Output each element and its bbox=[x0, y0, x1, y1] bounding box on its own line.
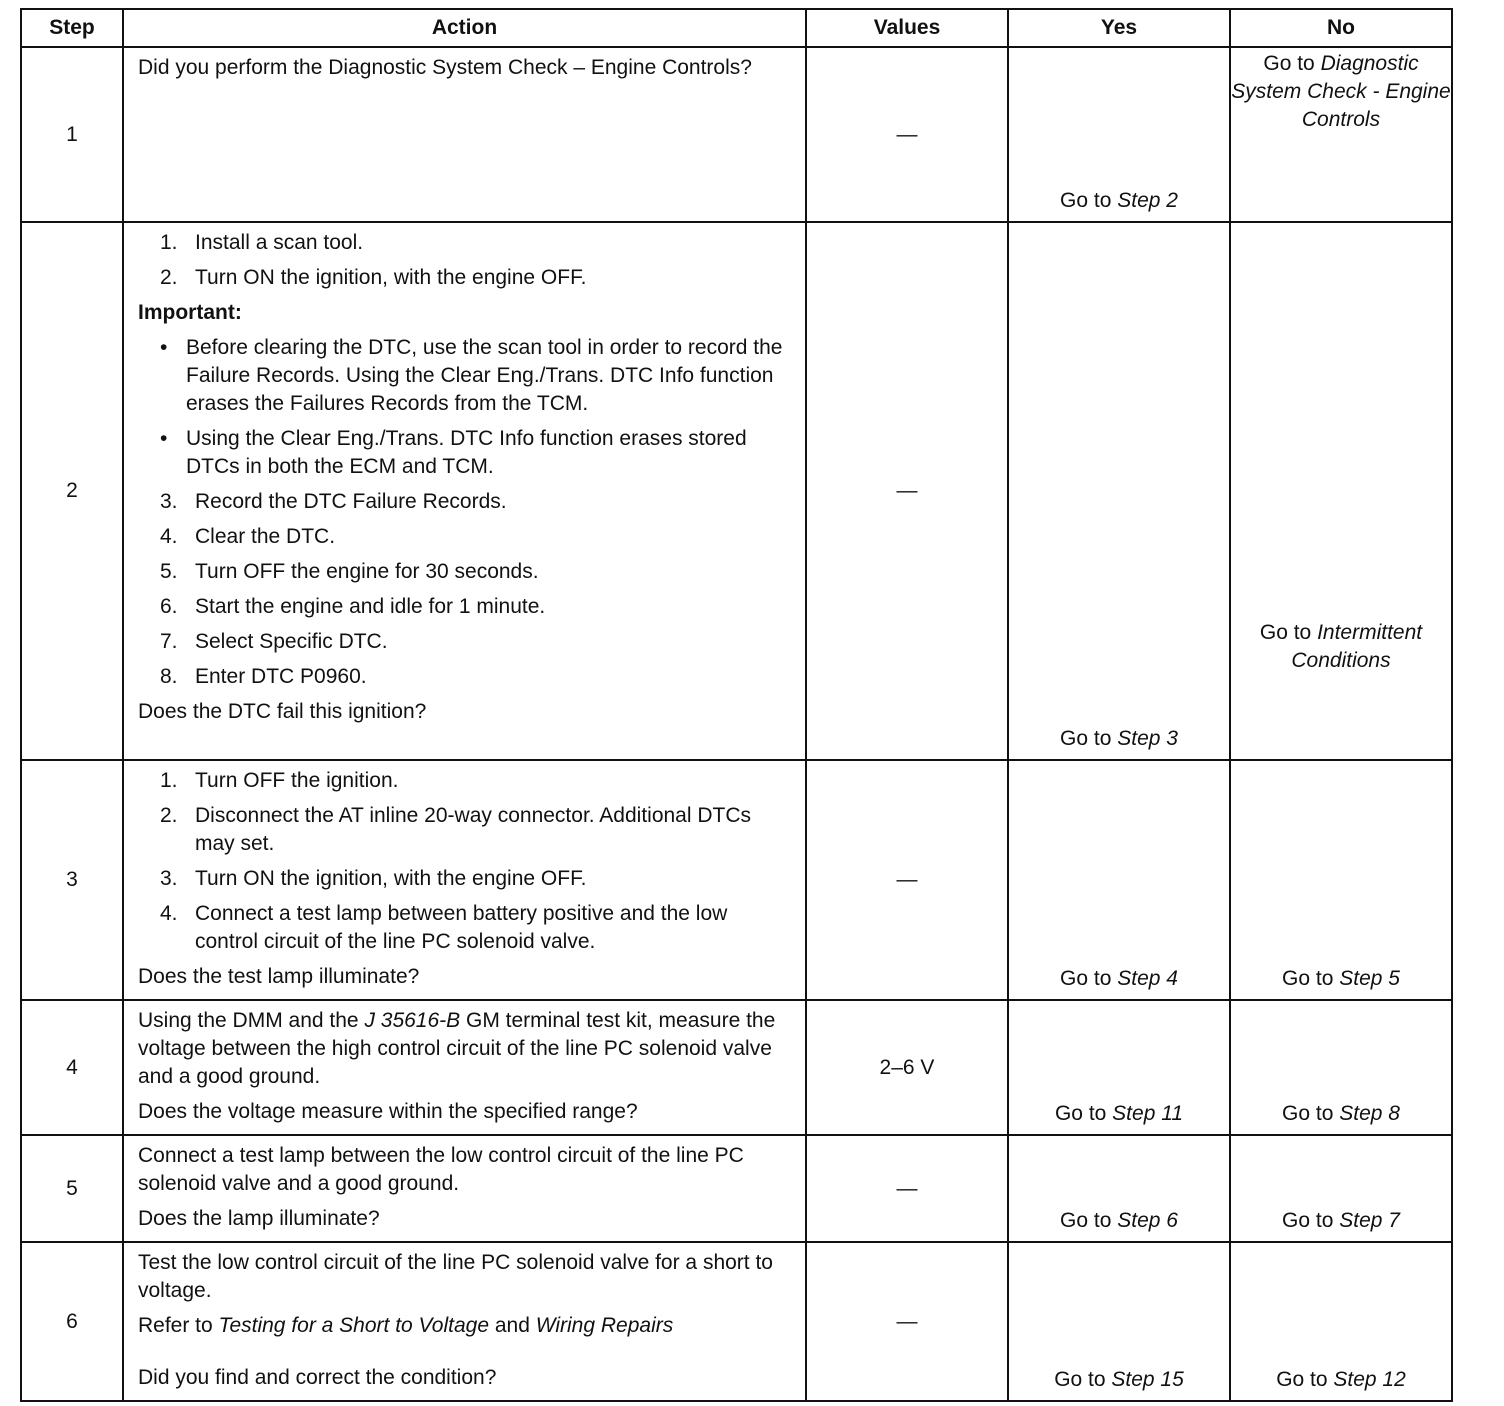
step-number: 4 bbox=[21, 1000, 123, 1135]
action-cell bbox=[123, 760, 806, 1000]
table-row-step-3 bbox=[21, 760, 1452, 1000]
yes-cell bbox=[1008, 1000, 1230, 1135]
no-link[interactable]: Step 7 bbox=[1339, 1209, 1400, 1232]
values-cell: — bbox=[806, 760, 1008, 1000]
list-item: • Before clearing the DTC, use the scan tool in order to record the Failure Records. Using the Clear Eng./Trans. DTC Info function erases the Failures Records from the TCM. bbox=[160, 336, 783, 415]
values-cell: — bbox=[806, 47, 1008, 222]
yes-cell bbox=[1008, 1135, 1230, 1242]
values-cell: — bbox=[806, 222, 1008, 760]
no-prefix: Go to bbox=[1282, 967, 1340, 990]
action-cell bbox=[123, 1135, 806, 1242]
step-number: 1 bbox=[21, 47, 123, 222]
yes-link[interactable]: Step 4 bbox=[1117, 967, 1178, 990]
header-row bbox=[21, 9, 1452, 47]
values-cell: 2–6 V bbox=[806, 1000, 1008, 1135]
step-number: 3 bbox=[21, 760, 123, 1000]
header-yes: Yes bbox=[1008, 9, 1230, 47]
yes-prefix: Go to bbox=[1060, 189, 1118, 212]
diagnostic-table bbox=[20, 8, 1453, 1402]
header-action: Action bbox=[123, 9, 806, 47]
yes-cell bbox=[1008, 760, 1230, 1000]
no-cell bbox=[1230, 47, 1452, 222]
list-item: 6. Start the engine and idle for 1 minute. bbox=[160, 595, 546, 618]
header-values: Values bbox=[806, 9, 1008, 47]
action-question: Did you find and correct the condition? bbox=[138, 1366, 497, 1389]
yes-link[interactable]: Step 15 bbox=[1111, 1368, 1184, 1391]
yes-cell bbox=[1008, 47, 1230, 222]
action-cell bbox=[123, 1242, 806, 1401]
action-cell bbox=[123, 47, 806, 222]
no-prefix: Go to bbox=[1263, 52, 1321, 75]
yes-prefix: Go to bbox=[1054, 1368, 1112, 1391]
yes-link[interactable]: Step 11 bbox=[1112, 1102, 1184, 1125]
no-link[interactable]: Intermittent Conditions bbox=[1291, 621, 1423, 672]
yes-prefix: Go to bbox=[1060, 1209, 1118, 1232]
no-prefix: Go to bbox=[1282, 1102, 1340, 1125]
no-prefix: Go to bbox=[1276, 1368, 1334, 1391]
list-item: 8. Enter DTC P0960. bbox=[160, 665, 367, 688]
action-cell bbox=[123, 1000, 806, 1135]
yes-cell bbox=[1008, 222, 1230, 760]
values-cell: — bbox=[806, 1135, 1008, 1242]
no-prefix: Go to bbox=[1259, 621, 1318, 644]
action-question: Does the lamp illuminate? bbox=[138, 1207, 380, 1230]
list-item: 2. Turn ON the ignition, with the engine OFF. bbox=[160, 266, 587, 289]
yes-prefix: Go to bbox=[1054, 1102, 1113, 1125]
action-question: Did you perform the Diagnostic System Check – Engine Controls? bbox=[138, 56, 752, 79]
step-number: 6 bbox=[21, 1242, 123, 1401]
list-item: 7. Select Specific DTC. bbox=[160, 630, 388, 653]
values-cell: — bbox=[806, 1242, 1008, 1401]
list-item: 3. Record the DTC Failure Records. bbox=[160, 490, 507, 513]
no-link[interactable]: Diagnostic System Check - Engine Controls bbox=[1231, 52, 1451, 131]
step-number: 5 bbox=[21, 1135, 123, 1242]
no-cell bbox=[1230, 1000, 1452, 1135]
no-link[interactable]: Step 5 bbox=[1339, 967, 1400, 990]
no-cell bbox=[1230, 1135, 1452, 1242]
reference-link[interactable]: Testing for a Short to Voltage bbox=[218, 1314, 489, 1337]
no-cell bbox=[1230, 1242, 1452, 1401]
list-item: 3. Turn ON the ignition, with the engine OFF. bbox=[160, 867, 587, 890]
list-item: • Using the Clear Eng./Trans. DTC Info function erases stored DTCs in both the ECM and TCM. bbox=[160, 427, 747, 478]
yes-link[interactable]: Step 3 bbox=[1117, 727, 1178, 750]
table-row-step-2 bbox=[21, 222, 1452, 760]
no-cell bbox=[1230, 760, 1452, 1000]
list-item: 4. Clear the DTC. bbox=[160, 525, 336, 548]
table-row-step-1 bbox=[21, 47, 1452, 222]
action-question: Does the voltage measure within the specified range? bbox=[138, 1100, 638, 1123]
action-instruction: Using the DMM and the J 35616-B GM terminal test kit, measure the voltage between the high control circuit of the line PC solenoid valve and a good ground. bbox=[138, 1009, 776, 1088]
tool-reference: J 35616-B bbox=[364, 1009, 461, 1032]
action-question: Does the DTC fail this ignition? bbox=[138, 700, 427, 723]
no-cell bbox=[1230, 222, 1452, 760]
yes-prefix: Go to bbox=[1060, 727, 1118, 750]
list-item: 2. Disconnect the AT inline 20-way connector. Additional DTCs may set. bbox=[160, 804, 752, 855]
table-row-step-6 bbox=[21, 1242, 1452, 1401]
yes-link[interactable]: Step 2 bbox=[1117, 189, 1178, 212]
reference-link[interactable]: Wiring Repairs bbox=[535, 1314, 674, 1337]
action-instruction: Test the low control circuit of the line PC solenoid valve for a short to voltage. bbox=[138, 1251, 773, 1302]
step-number: 2 bbox=[21, 222, 123, 760]
important-label: Important: bbox=[138, 301, 242, 324]
list-item: 1. Turn OFF the ignition. bbox=[160, 769, 399, 792]
no-cell-content bbox=[1231, 619, 1451, 675]
no-prefix: Go to bbox=[1282, 1209, 1340, 1232]
header-step: Step bbox=[21, 9, 123, 47]
list-item: 5. Turn OFF the engine for 30 seconds. bbox=[160, 560, 539, 583]
header-no: No bbox=[1230, 9, 1452, 47]
yes-cell bbox=[1008, 1242, 1230, 1401]
action-instruction: Connect a test lamp between the low control circuit of the line PC solenoid valve and a good ground. bbox=[138, 1144, 744, 1195]
table-row-step-4 bbox=[21, 1000, 1452, 1135]
list-item: 1. Install a scan tool. bbox=[160, 231, 364, 254]
no-link[interactable]: Step 12 bbox=[1333, 1368, 1406, 1391]
action-reference: Refer to Testing for a Short to Voltage and Wiring Repairs bbox=[138, 1314, 674, 1337]
diagnostic-table-page bbox=[20, 8, 1451, 1402]
table-row-step-5 bbox=[21, 1135, 1452, 1242]
action-question: Does the test lamp illuminate? bbox=[138, 965, 420, 988]
yes-link[interactable]: Step 6 bbox=[1117, 1209, 1178, 1232]
list-item: 4. Connect a test lamp between battery positive and the low control circuit of the line PC solenoid valve. bbox=[160, 902, 728, 953]
action-cell bbox=[123, 222, 806, 760]
yes-prefix: Go to bbox=[1060, 967, 1118, 990]
no-link[interactable]: Step 8 bbox=[1339, 1102, 1400, 1125]
